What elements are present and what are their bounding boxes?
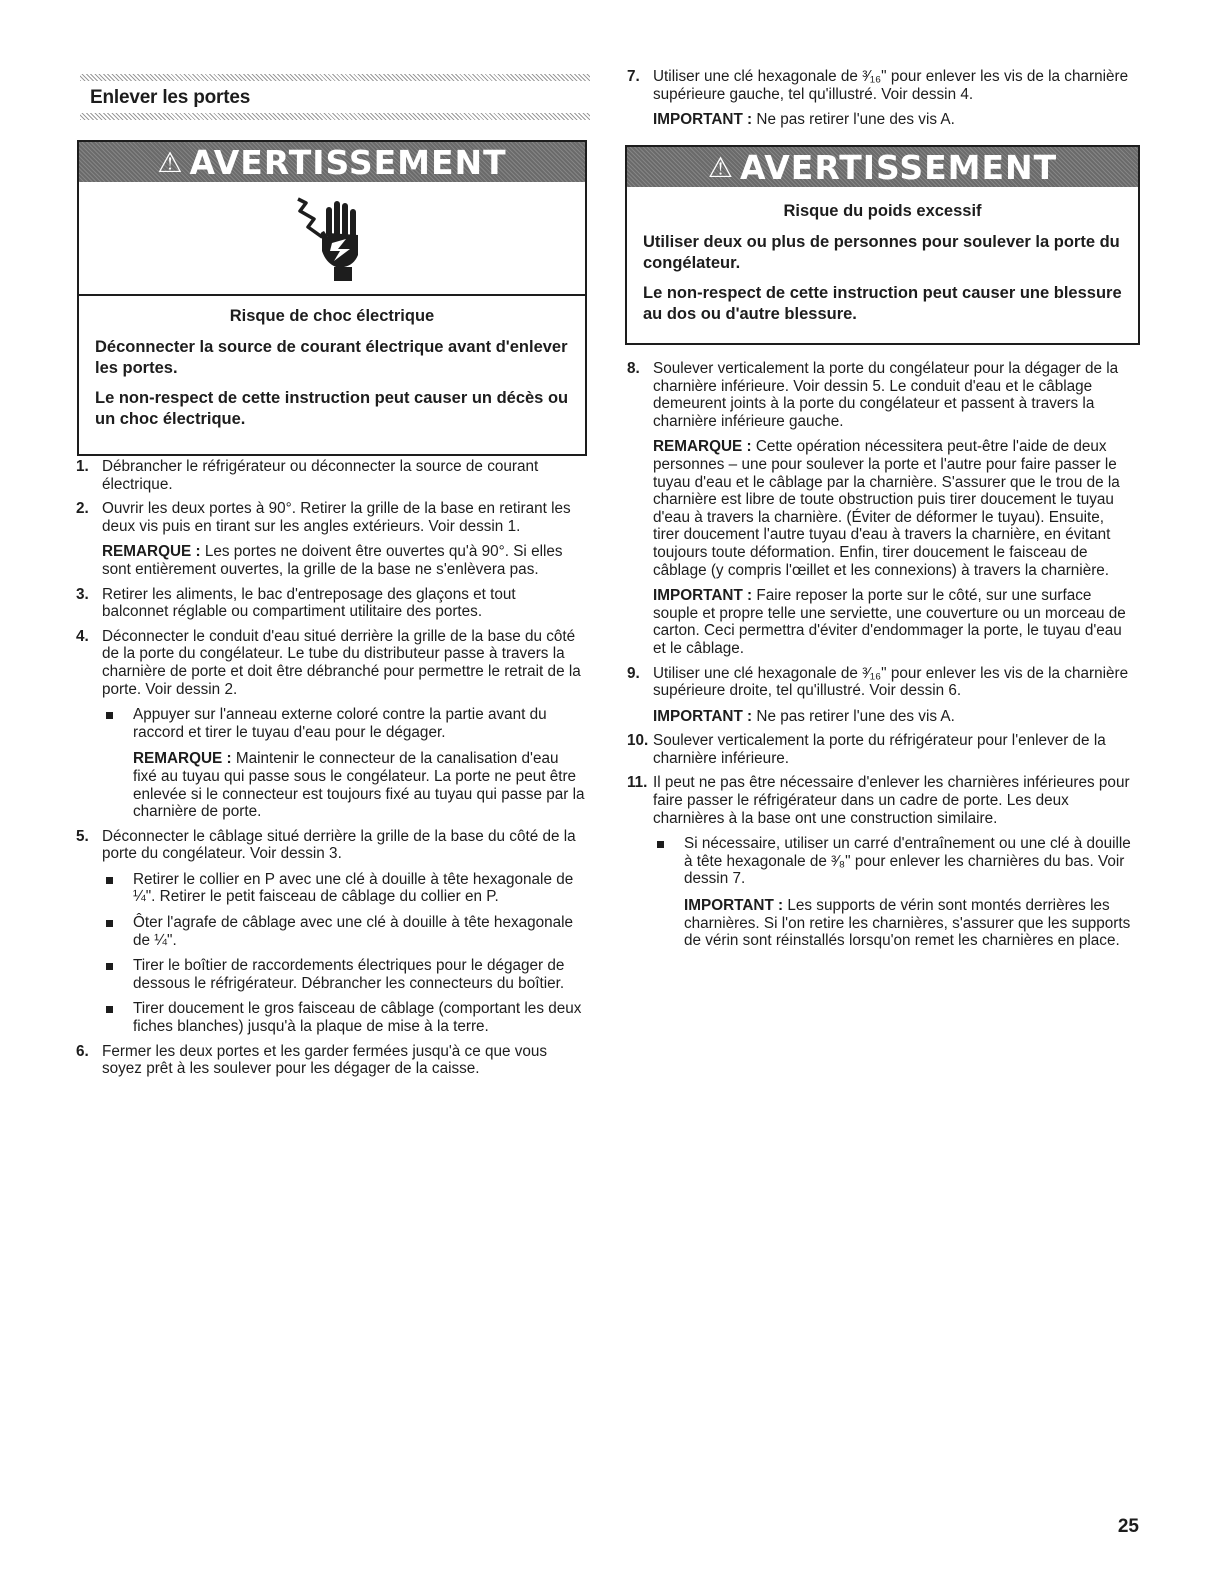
step-note: [653, 587, 1132, 657]
step-text: Fermer les deux portes et les garder fermées jusqu'à ce que vous soyez prêt à les soulever pour les dégager de la caisse.: [102, 1042, 548, 1078]
step-text: Utiliser une clé hexagonale de ³⁄₁₆" pour enlever les vis de la charnière supérieure gauche, tel qu'illustré. Voir dessin 4.: [653, 68, 1129, 103]
step-item: [627, 68, 1132, 129]
step-item: [627, 732, 1132, 767]
electric-shock-hand-icon: [292, 193, 372, 283]
note-label: IMPORTANT :: [653, 111, 753, 129]
step-note: [102, 543, 586, 578]
step-text: Utiliser une clé hexagonale de ³⁄₁₆" pour enlever les vis de la charnière supérieure droite, tel qu'illustré. Voir dessin 6.: [653, 664, 1129, 700]
note-text: Ne pas retirer l'une des vis A.: [752, 707, 955, 725]
step-text: Il peut ne pas être nécessaire d'enlever les charnières inférieures pour faire passer le réfrigérateur dans un cadre de porte. Les deux charnières à la base ont une construction similaire.: [653, 774, 1130, 827]
bullet-item: [102, 706, 586, 741]
bullet-text: Ôter l'agrafe de câblage avec une clé à douille à tête hexagonale de ¼".: [133, 914, 574, 949]
top-rule: [80, 74, 590, 81]
warning-text-2: Le non-respect de cette instruction peut causer un décès ou un choc électrique.: [95, 389, 569, 428]
warning-triangle-icon: ⚠: [707, 150, 734, 184]
step-note: [653, 708, 1132, 726]
warning-body: [79, 296, 585, 451]
warning-triangle-icon: ⚠: [157, 145, 184, 179]
right-step-7: [627, 68, 1132, 136]
step-number: 2.: [76, 500, 89, 518]
bullet-square-icon: [106, 920, 113, 927]
note-label: REMARQUE :: [653, 438, 752, 456]
bottom-rule: [80, 113, 590, 120]
bullet-square-icon: [106, 877, 113, 884]
warning-body: [627, 187, 1138, 346]
step-number: 1.: [76, 458, 89, 475]
note-label: IMPORTANT :: [684, 897, 784, 915]
note-text: Cette opération nécessitera peut-être l'aide de deux personnes – une pour soulever la porte et l'autre pour faire passer le tuyau d'eau et le câblage par la charnière. S'assurer que le trou de la charnière est libre de toute obstruction puis tirer doucement le tuyau d'eau à travers la charnière. (Éviter de déformer le tuyau). Ensuite, tirer doucement l'autre tuyau d'eau à travers la charnière, en évitant toujours toute déformation. Enfin, tirer doucement le faisceau de câblage (y compris l'œillet et les connexions) à travers la charnière.: [653, 438, 1120, 579]
step-number: 5.: [76, 827, 89, 845]
step-text: Débrancher le réfrigérateur ou déconnecter la source de courant électrique.: [102, 458, 539, 493]
bullet-square-icon: [106, 1006, 113, 1013]
bullet-square-icon: [657, 841, 664, 848]
note-text: Faire reposer la porte sur le côté, sur une surface souple et propre telle une serviette, une couverture ou un morceau de carton. Ceci permettra d'éviter d'endommager la porte, le tuyau d'eau et le câblage.: [653, 587, 1126, 657]
warning-text-1: Déconnecter la source de courant électrique avant d'enlever les portes.: [95, 338, 568, 377]
warning-banner: [79, 142, 585, 182]
warning-icon-area: [79, 182, 585, 296]
note-label: IMPORTANT :: [653, 587, 753, 605]
section-title: Enlever les portes: [90, 87, 251, 108]
bullet-item: [653, 835, 1132, 888]
step-item: [76, 828, 586, 1036]
step-note: [653, 438, 1132, 579]
bullet-item: [102, 914, 586, 949]
note-text: Maintenir le connecteur de la canalisation d'eau fixé au tuyau qui passe sous le congélateur. La porte ne peut être enlevée si le connecteur est toujours fixé au tuyau qui passe par la charnière de porte.: [133, 750, 585, 821]
step-number: 3.: [76, 585, 89, 603]
bullet-text: Si nécessaire, utiliser un carré d'entraînement ou une clé à douille à tête hexagonale de ³⁄₈" pour enlever les charnières du bas. Voir dessin 7.: [684, 835, 1131, 888]
warning-title: Risque du poids excessif: [783, 202, 982, 220]
step-item: [76, 458, 586, 493]
warning-text-2: Le non-respect de cette instruction peut causer une blessure au dos ou d'autre blessure.: [643, 284, 1122, 323]
step-number: 9.: [627, 664, 640, 682]
note-label: REMARQUE :: [102, 543, 201, 561]
step-text: Soulever verticalement la porte du congélateur pour la dégager de la charnière inférieure. Voir dessin 5. Le conduit d'eau et le câblage demeurent joints à la porte du congélateur et passent à travers la charnière inférieure gauche.: [653, 360, 1119, 430]
step-text: Retirer les aliments, le bac d'entreposage des glaçons et tout balconnet réglable ou compartiment utilitaire des portes.: [102, 585, 516, 621]
step-number: 11.: [627, 774, 648, 792]
step-item: [76, 586, 586, 621]
bullet-square-icon: [106, 963, 113, 970]
note-label: IMPORTANT :: [653, 707, 753, 725]
note-text: Ne pas retirer l'une des vis A.: [752, 111, 955, 129]
step-text: Déconnecter le conduit d'eau situé derrière la grille de la base du côté de la porte du congélateur. Le tube du distributeur passe à travers la charnière de porte et doit être débranché pour permettre le retrait de la porte. Voir dessin 2.: [102, 627, 581, 698]
bullet-text: Tirer doucement le gros faisceau de câblage (comportant les deux fiches blanches) jusqu'à la plaque de mise à la terre.: [133, 1000, 582, 1036]
step-item: [76, 628, 586, 821]
step-text: Déconnecter le câblage situé derrière la grille de la base du côté de la porte du congélateur. Voir dessin 3.: [102, 827, 576, 863]
warning-banner: [627, 147, 1138, 187]
bullet-item: [102, 957, 586, 992]
warning-text-1: Utiliser deux ou plus de personnes pour soulever la porte du congélateur.: [643, 233, 1120, 272]
bullet-note: [102, 750, 586, 820]
right-step-list: [627, 360, 1132, 957]
bullet-square-icon: [106, 712, 113, 719]
note-label: REMARQUE :: [133, 750, 232, 768]
bullet-text: Retirer le collier en P avec une clé à douille à tête hexagonale de ¼". Retirer le petit faisceau de câblage du collier en P.: [133, 870, 574, 906]
note-text: Les portes ne doivent être ouvertes qu'à 90°. Si elles sont entièrement ouvertes, la grille de la base ne s'enlèvera pas.: [102, 543, 563, 578]
warning-banner-text: AVERTISSEMENT: [739, 147, 1058, 187]
bullet-note: [653, 897, 1132, 950]
warning-box-electric: [77, 140, 587, 456]
bullet-item: [102, 1000, 586, 1035]
bullet-text: Tirer le boîtier de raccordements électriques pour le dégager de dessous le réfrigérateur. Débrancher les connecteurs du boîtier.: [133, 957, 565, 992]
step-text: Ouvrir les deux portes à 90°. Retirer la grille de la base en retirant les deux vis puis en tirant sur les angles extérieurs. Voir dessin 1.: [102, 500, 571, 535]
step-note: [653, 111, 1132, 129]
step-number: 7.: [627, 68, 640, 85]
bullet-text: Appuyer sur l'anneau externe coloré contre la partie avant du raccord et tirer le tuyau d'eau pour le dégager.: [133, 706, 547, 741]
step-item: [627, 774, 1132, 949]
step-number: 6.: [76, 1042, 89, 1060]
note-text: Les supports de vérin sont montés derrières les charnières. Si l'on retire les charnières, s'assurer que les supports de vérin sont réinstallés lorsqu'on remet les charnières en place.: [684, 897, 1131, 950]
step-number: 10.: [627, 732, 649, 750]
warning-box-weight: [625, 145, 1140, 345]
page-number: 25: [1117, 1516, 1139, 1537]
section-heading: [80, 74, 590, 120]
bullet-item: [102, 871, 586, 906]
step-item: [76, 1043, 586, 1078]
step-text: Soulever verticalement la porte du réfrigérateur pour l'enlever de la charnière inférieure.: [653, 732, 1106, 767]
step-item: [627, 665, 1132, 726]
step-item: [76, 500, 586, 578]
left-step-list: [76, 458, 586, 1085]
warning-title: Risque de choc électrique: [229, 307, 435, 325]
step-number: 4.: [76, 627, 89, 645]
step-number: 8.: [627, 360, 640, 377]
step-item: [627, 360, 1132, 658]
warning-banner-text: AVERTISSEMENT: [189, 142, 507, 182]
